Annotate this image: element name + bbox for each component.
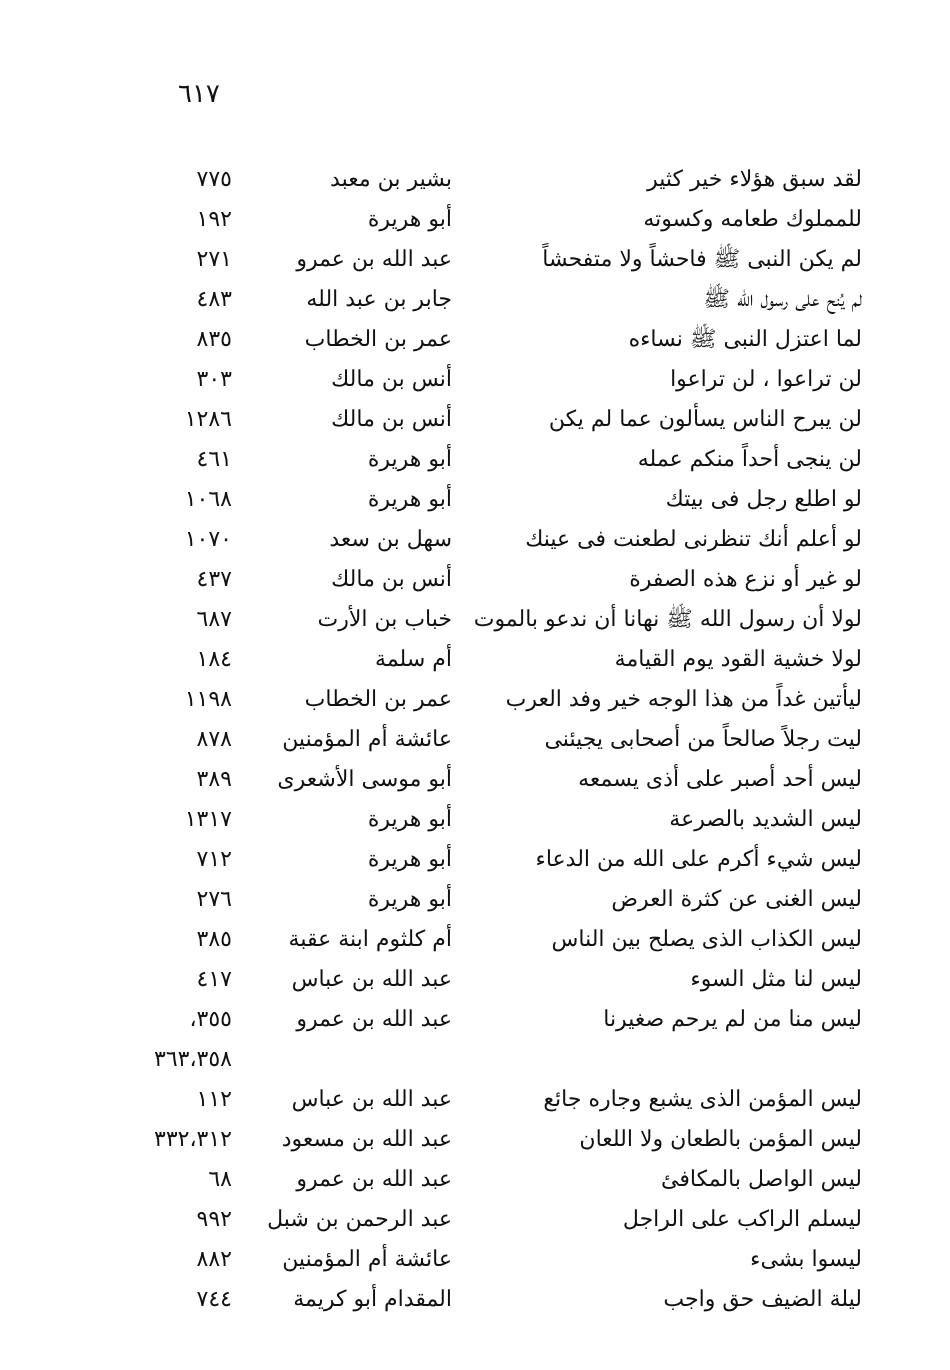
index-entry-row <box>0 560 950 600</box>
index-entry-row <box>0 960 950 1000</box>
page-reference: ٣٣٢،٣١٢ <box>154 1127 232 1152</box>
narrator-name: المقدام أبو كريمة <box>293 1287 452 1312</box>
hadith-text: ليس لنا مثل السوء <box>690 967 862 992</box>
narrator-name: سهل بن سعد <box>329 527 452 552</box>
index-entry-row <box>0 920 950 960</box>
narrator-name: أبو هريرة <box>367 847 452 872</box>
page-reference: ٢٧٦ <box>196 887 232 912</box>
index-entry-row <box>0 1240 950 1280</box>
hadith-text: لم يكن النبى ﷺ فاحشاً ولا متفحشاً <box>542 247 862 272</box>
page-reference: ٣٨٥ <box>196 927 232 952</box>
page-reference: ١٠٦٨ <box>184 487 232 512</box>
page-reference: ٤١٧ <box>196 967 232 992</box>
index-entry-row <box>0 1280 950 1320</box>
index-entry-row <box>0 840 950 880</box>
page-reference: ٨٣٥ <box>196 327 232 352</box>
index-entry-row <box>0 520 950 560</box>
index-entry-row <box>0 760 950 800</box>
index-entry-row <box>0 640 950 680</box>
page-reference: ١٣١٧ <box>184 807 232 832</box>
narrator-name: خباب بن الأرت <box>317 607 452 632</box>
hadith-text: ليس المؤمن بالطعان ولا اللعان <box>579 1127 862 1152</box>
page-reference: ٣٨٩ <box>196 767 232 792</box>
narrator-name: عبد الله بن عمرو <box>296 247 452 272</box>
narrator-name: أبو هريرة <box>367 887 452 912</box>
page-reference: ٩٩٢ <box>196 1207 232 1232</box>
hadith-text: لولا خشية القود يوم القيامة <box>614 647 862 672</box>
page-reference: ١١٩٨ <box>184 687 232 712</box>
index-entry-row <box>0 280 950 320</box>
hadith-text: ليت رجلاً صالحاً من أصحابى يجيئنى <box>544 727 862 752</box>
hadith-text: لولا أن رسول الله ﷺ نهانا أن ندعو بالموت <box>473 607 862 632</box>
hadith-text: ليس شيء أكرم على الله من الدعاء <box>535 847 862 872</box>
page-reference: ١٠٧٠ <box>184 527 232 552</box>
page-reference: ٦٨٧ <box>196 607 232 632</box>
narrator-name: أبو هريرة <box>367 447 452 472</box>
narrator-name: أبو هريرة <box>367 487 452 512</box>
narrator-name: عمر بن الخطاب <box>304 687 452 712</box>
narrator-name: أنس بن مالك <box>331 567 452 592</box>
page-reference: ٨٨٢ <box>196 1247 232 1272</box>
index-entry-row <box>0 1000 950 1040</box>
hadith-text: لو غير أو نزع هذه الصفرة <box>629 567 862 592</box>
index-entry-row <box>0 480 950 520</box>
hadith-text: لو أعلم أنك تنظرنى لطعنت فى عينك <box>525 527 862 552</box>
hadith-text: لن ينجى أحداً منكم عمله <box>637 447 862 472</box>
page-reference: ٤٨٣ <box>196 287 232 312</box>
index-entry-row <box>0 600 950 640</box>
index-entry-row <box>0 360 950 400</box>
page-reference: ٣٥٥، <box>189 1007 232 1032</box>
hadith-text: ليس منا من لم يرحم صغيرنا <box>603 1007 862 1032</box>
narrator-name: أم سلمة <box>375 647 452 672</box>
hadith-text: ليسلم الراكب على الراجل <box>622 1207 862 1232</box>
page-reference: ٨٧٨ <box>196 727 232 752</box>
narrator-name: أنس بن مالك <box>331 367 452 392</box>
index-entry-row <box>0 1120 950 1160</box>
page-reference: ٢٧١ <box>196 247 232 272</box>
narrator-name: عمر بن الخطاب <box>304 327 452 352</box>
page-reference: ٧٧٥ <box>196 167 232 192</box>
narrator-name: عبد الله بن عمرو <box>296 1167 452 1192</box>
index-entry-row <box>0 680 950 720</box>
narrator-name: عبد الرحمن بن شبل <box>267 1207 452 1232</box>
narrator-name: جابر بن عبد الله <box>306 287 452 312</box>
page-reference: ٧١٢ <box>196 847 232 872</box>
index-entry-row <box>0 1040 950 1080</box>
index-entry-row <box>0 1160 950 1200</box>
index-entry-row <box>0 1200 950 1240</box>
page-reference: ١٢٨٦ <box>184 407 232 432</box>
index-entry-row <box>0 400 950 440</box>
index-entry-row <box>0 240 950 280</box>
narrator-name: أبو هريرة <box>367 207 452 232</box>
index-entry-row <box>0 200 950 240</box>
hadith-text: للمملوك طعامه وكسوته <box>643 207 862 232</box>
hadith-text: ليسوا بشىء <box>750 1247 862 1272</box>
hadith-text: لما اعتزل النبى ﷺ نساءه <box>628 327 862 352</box>
hadith-text: ليس الكذاب الذى يصلح بين الناس <box>551 927 862 952</box>
page-reference: ١٨٤ <box>196 647 232 672</box>
narrator-name: أبو موسى الأشعرى <box>277 767 452 792</box>
narrator-name: عبد الله بن عباس <box>291 1087 452 1112</box>
narrator-name: بشير بن معبد <box>330 167 452 192</box>
narrator-name: عبد الله بن مسعود <box>281 1127 452 1152</box>
hadith-text: لو اطلع رجل فى بيتك <box>665 487 862 512</box>
index-entry-row <box>0 720 950 760</box>
narrator-name: أم كلثوم ابنة عقبة <box>288 927 452 952</box>
hadith-text: لقد سبق هؤلاء خير كثير <box>647 167 862 192</box>
page-reference: ١١٢ <box>196 1087 232 1112</box>
index-entry-row <box>0 160 950 200</box>
index-entry-row <box>0 800 950 840</box>
page-reference: ٤٣٧ <box>196 567 232 592</box>
hadith-index-list <box>0 160 950 1320</box>
page-reference: ٦٨ <box>208 1167 232 1192</box>
hadith-text: ليس أحد أصبر على أذى يسمعه <box>578 767 862 792</box>
page-reference: ١٩٢ <box>196 207 232 232</box>
index-entry-row <box>0 320 950 360</box>
page-reference: ٣٦٣،٣٥٨ <box>154 1047 232 1072</box>
index-entry-row <box>0 1080 950 1120</box>
narrator-name: عبد الله بن عمرو <box>296 1007 452 1032</box>
page-reference: ٤٦١ <box>196 447 232 472</box>
page-reference: ٣٠٣ <box>196 367 232 392</box>
hadith-text: لن تراعوا ، لن تراعوا <box>670 367 862 392</box>
narrator-name: أبو هريرة <box>367 807 452 832</box>
hadith-text: ليلة الضيف حق واجب <box>663 1287 862 1312</box>
narrator-name: عائشة أم المؤمنين <box>282 727 452 752</box>
index-entry-row <box>0 880 950 920</box>
hadith-text: لم يُنح على رسول الله ﷺ <box>703 287 862 312</box>
narrator-name: عائشة أم المؤمنين <box>282 1247 452 1272</box>
page-reference: ٧٤٤ <box>196 1287 232 1312</box>
hadith-text: ليس الواصل بالمكافئ <box>661 1167 862 1192</box>
hadith-text: ليس الغنى عن كثرة العرض <box>611 887 862 912</box>
hadith-text: لن يبرح الناس يسألون عما لم يكن <box>548 407 862 432</box>
page-number: ٦١٧ <box>178 79 220 109</box>
index-entry-row <box>0 440 950 480</box>
narrator-name: أنس بن مالك <box>331 407 452 432</box>
hadith-text: ليس الشديد بالصرعة <box>669 807 862 832</box>
hadith-text: ليس المؤمن الذى يشبع وجاره جائع <box>543 1087 862 1112</box>
narrator-name: عبد الله بن عباس <box>291 967 452 992</box>
hadith-text: ليأتين غداً من هذا الوجه خير وفد العرب <box>505 687 862 712</box>
